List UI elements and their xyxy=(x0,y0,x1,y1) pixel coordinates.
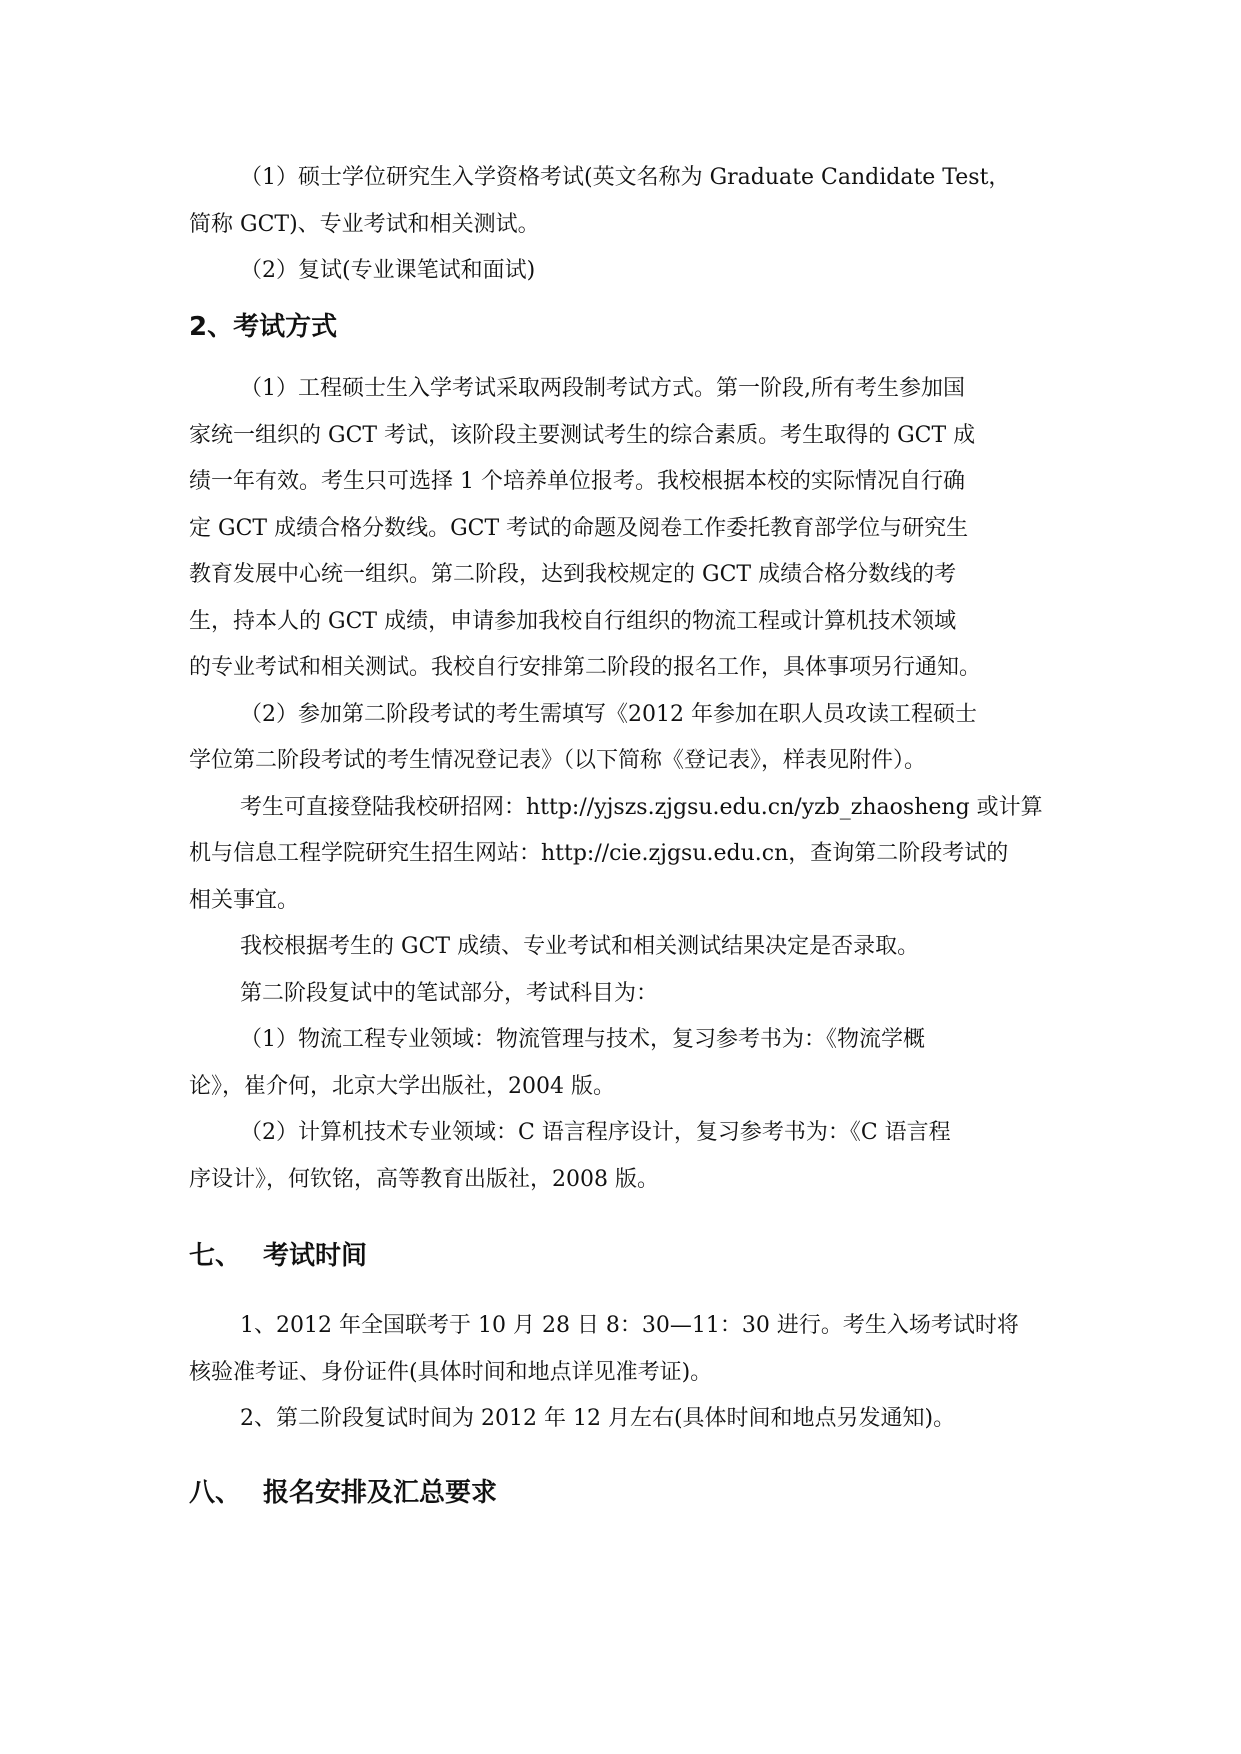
paragraph-line: 序设计》，何钦铭，高等教育出版社，2008 版。 xyxy=(189,1167,659,1192)
paragraph-line: 2、第二阶段复试时间为 2012 年 12 月左右(具体时间和地点另发通知)。 xyxy=(240,1406,956,1431)
section-title: 报名安排及汇总要求 xyxy=(263,1478,498,1508)
paragraph-line: 机与信息工程学院研究生招生网站：http://cie.zjgsu.edu.cn，查询第二阶段考试的 xyxy=(189,841,1009,866)
section-number: 七、 xyxy=(189,1241,242,1271)
paragraph-line: 教育发展中心统一组织。第二阶段，达到我校规定的 GCT 成绩合格分数线的考 xyxy=(189,562,957,587)
section-heading-7 xyxy=(189,1239,367,1273)
paragraph-line: 家统一组织的 GCT 考试，该阶段主要测试考生的综合素质。考生取得的 GCT 成 xyxy=(189,423,976,448)
paragraph-line: （2）参加第二阶段考试的考生需填写《2012 年参加在职人员攻读工程硕士 xyxy=(240,702,977,727)
paragraph-line: 相关事宜。 xyxy=(189,888,300,913)
paragraph-line: 1、2012 年全国联考于 10 月 28 日 8：30—11：30 进行。考生入场考试时将 xyxy=(240,1313,1019,1338)
paragraph-line: 考生可直接登陆我校研招网：http://yjszs.zjgsu.edu.cn/yzb_zhaosheng 或计算 xyxy=(240,795,1043,820)
paragraph-line: 生，持本人的 GCT 成绩，申请参加我校自行组织的物流工程或计算机技术领域 xyxy=(189,609,957,634)
paragraph-line: 定 GCT 成绩合格分数线。GCT 考试的命题及阅卷工作委托教育部学位与研究生 xyxy=(189,516,969,541)
paragraph-line: 我校根据考生的 GCT 成绩、专业考试和相关测试结果决定是否录取。 xyxy=(240,934,920,959)
section-title: 考试时间 xyxy=(263,1241,368,1271)
paragraph-line: （1）工程硕士生入学考试采取两段制考试方式。第一阶段,所有考生参加国 xyxy=(240,376,965,401)
paragraph-line: 简称 GCT)、专业考试和相关测试。 xyxy=(189,212,540,237)
paragraph-line: （2）复试(专业课笔试和面试) xyxy=(240,258,536,283)
paragraph-line: 论》，崔介何，北京大学出版社，2004 版。 xyxy=(189,1074,615,1099)
section-heading: 2、考试方式 xyxy=(189,312,338,342)
paragraph-line: 的专业考试和相关测试。我校自行安排第二阶段的报名工作，具体事项另行通知。 xyxy=(189,655,982,680)
section-heading-8 xyxy=(189,1476,497,1510)
paragraph-line: 核验准考证、身份证件(具体时间和地点详见准考证)。 xyxy=(189,1360,713,1385)
paragraph-line: （1）物流工程专业领域：物流管理与技术，复习参考书为：《物流学概 xyxy=(240,1027,925,1052)
paragraph-line: （2）计算机技术专业领域：C 语言程序设计，复习参考书为：《C 语言程 xyxy=(240,1120,951,1145)
paragraph-line: 绩一年有效。考生只可选择 1 个培养单位报考。我校根据本校的实际情况自行确 xyxy=(189,469,965,494)
paragraph-line: （1）硕士学位研究生入学资格考试(英文名称为 Graduate Candidate Test， xyxy=(240,165,1011,190)
section-number: 八、 xyxy=(189,1478,242,1508)
paragraph-line: 第二阶段复试中的笔试部分，考试科目为： xyxy=(240,981,659,1006)
paragraph-line: 学位第二阶段考试的考生情况登记表》（以下简称《登记表》，样表见附件）。 xyxy=(189,748,927,773)
